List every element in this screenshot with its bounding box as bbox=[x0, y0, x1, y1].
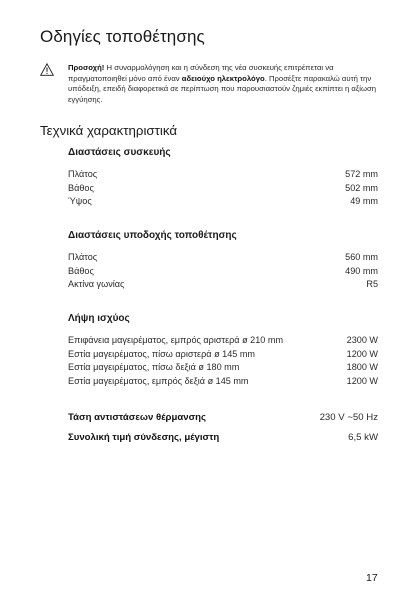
spec-label: Εστία μαγειρέματος, πίσω αριστερά ø 145 mm bbox=[68, 348, 256, 359]
spec-label: Ακτίνα γωνίας bbox=[68, 279, 125, 290]
spec-row bbox=[68, 278, 378, 292]
spec-value: 2300 W bbox=[346, 335, 378, 345]
spec-value: 502 mm bbox=[345, 182, 378, 193]
spec-label: Εστία μαγειρέματος, πίσω δεξιά ø 180 mm bbox=[68, 362, 240, 373]
spec-row bbox=[68, 195, 378, 209]
spec-label: Ύψος bbox=[68, 196, 92, 207]
spec-row bbox=[68, 265, 378, 279]
spec-value: R5 bbox=[366, 279, 378, 290]
spec-label: Επιφάνεια μαγειρέματος, εμπρός αριστερά ø 210 mm bbox=[68, 335, 284, 345]
spec-row bbox=[68, 375, 378, 389]
summary-row bbox=[68, 428, 378, 448]
spec-label: Πλάτος bbox=[68, 252, 98, 262]
summary-value: 230 V ~50 Hz bbox=[319, 412, 378, 423]
warning-label: Προσοχή! bbox=[68, 63, 105, 72]
summary-value: 6,5 kW bbox=[348, 431, 378, 443]
spec-value: 49 mm bbox=[350, 196, 378, 207]
cutout-dimensions-list bbox=[68, 251, 378, 292]
page-title: Οδηγίες τοποθέτησης bbox=[40, 27, 205, 46]
spec-value: 490 mm bbox=[345, 265, 378, 276]
spec-value: 1800 W bbox=[346, 362, 378, 373]
spec-label: Πλάτος bbox=[68, 169, 98, 179]
spec-label: Εστία μαγειρέματος, εμπρός δεξιά ø 145 mm bbox=[68, 375, 249, 386]
spec-row bbox=[68, 168, 378, 182]
spec-row bbox=[68, 251, 378, 265]
power-heading: Λήψη ισχύος bbox=[68, 313, 130, 324]
spec-row bbox=[68, 334, 378, 348]
spec-value: 1200 W bbox=[346, 348, 378, 359]
warning-text-part1: Η συναρμολόγηση και η σύνδεση της νέα συσκευής επιτρέπεται να πραγματοποιηθεί μόνο από έναν bbox=[68, 63, 334, 83]
warning-text bbox=[68, 63, 388, 105]
summary-row bbox=[68, 408, 378, 428]
power-list bbox=[68, 334, 378, 388]
spec-row bbox=[68, 361, 378, 375]
cutout-dimensions-heading: Διαστάσεις υποδοχής τοποθέτησης bbox=[68, 230, 237, 241]
spec-row bbox=[68, 182, 378, 196]
spec-label: Βάθος bbox=[68, 265, 94, 276]
summary-label: Συνολική τιμή σύνδεσης, μέγιστη bbox=[68, 431, 220, 443]
spec-row bbox=[68, 348, 378, 362]
spec-value: 572 mm bbox=[345, 169, 378, 179]
warning-text-part2: . Προσέξτε παρακαλώ αυτή την υπόδειξη, επειδή διαφορετικά σε περίπτωση που παρουσιαστούν ζημιές εκπίπτει η αξίωση εγγύησης. bbox=[68, 73, 377, 104]
device-dimensions-heading: Διαστάσεις συσκευής bbox=[68, 147, 171, 158]
device-dimensions-list bbox=[68, 168, 378, 209]
spec-value: 560 mm bbox=[345, 252, 378, 262]
summary-label: Τάση αντιστάσεων θέρμανσης bbox=[68, 412, 206, 423]
page-number: 17 bbox=[366, 572, 378, 584]
section-title: Τεχνικά χαρακτηριστικά bbox=[40, 123, 178, 138]
warning-highlight: αδειούχο ηλεκτρολόγο bbox=[181, 73, 265, 83]
summary-list bbox=[68, 408, 378, 447]
spec-label: Βάθος bbox=[68, 182, 94, 193]
spec-value: 1200 W bbox=[346, 375, 378, 386]
warning-triangle-icon bbox=[40, 63, 54, 76]
